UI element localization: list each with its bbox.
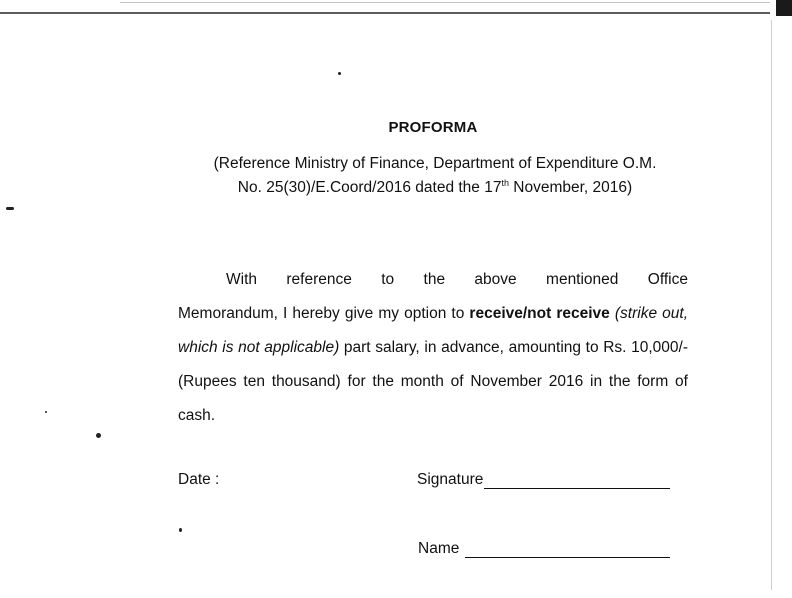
option-choice: receive/not receive [469, 305, 610, 322]
signature-blank-line [484, 472, 670, 489]
option-paragraph [178, 263, 688, 433]
scan-edge-line [0, 12, 770, 14]
scan-edge-faint [120, 2, 770, 3]
name-blank-line [465, 541, 670, 558]
scan-right-edge [771, 20, 772, 590]
document-title: PROFORMA [388, 119, 478, 136]
scan-speck [338, 72, 341, 75]
reference-line-2-tail: November, 2016) [508, 179, 633, 196]
scan-corner-mark [776, 0, 792, 16]
reference-date-suffix: th [501, 178, 509, 188]
reference-line-2-text: No. 25(30)/E.Coord/2016 dated the 17 [237, 179, 502, 196]
scan-speck [6, 207, 14, 210]
reference-line-2 [150, 176, 720, 200]
scan-speck [45, 411, 47, 413]
paragraph-first-line: With reference to the above mentioned Office [226, 271, 688, 288]
scan-speck [179, 528, 182, 532]
signature-label: Signature [417, 471, 484, 488]
strike-out-note: (strike out, which is not applicable) [178, 305, 688, 356]
reference-line-1: (Reference Ministry of Finance, Department of Expenditure O.M. [213, 155, 657, 172]
name-field [418, 540, 670, 558]
date-label: Date : [178, 471, 220, 488]
scan-speck [96, 433, 101, 438]
paragraph-text-tail: part salary, in advance, amounting to Rs. 10,000/- (Rupees ten thousand) for the month of November 2016 in the form of cash. [178, 339, 688, 424]
reference-block [150, 152, 720, 200]
signature-field [417, 471, 670, 489]
paragraph-text: Memorandum, I hereby give my option to [178, 305, 470, 322]
name-label: Name [418, 540, 460, 557]
